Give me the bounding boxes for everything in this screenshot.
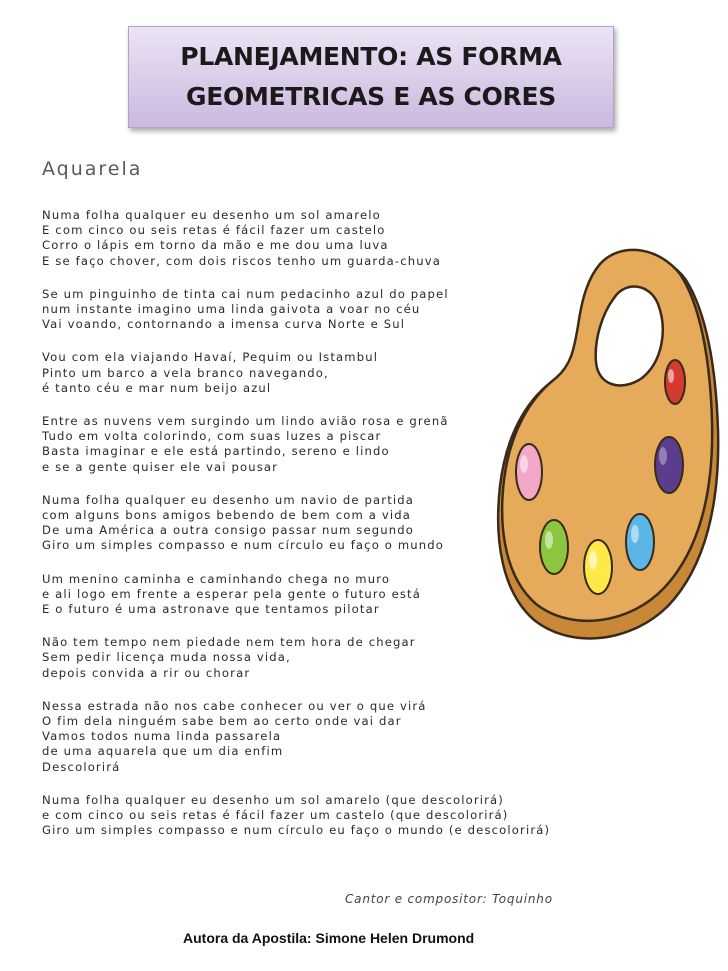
lyric-line: Numa folha qualquer eu desenho um navio de partida — [42, 492, 415, 507]
lyric-line: Numa folha qualquer eu desenho um sol amarelo (que descolorirá) — [42, 792, 504, 807]
lyric-line: Tudo em volta colorindo, com suas luzes a piscar — [42, 429, 382, 444]
lyric-line: de uma aquarela que um dia enfim — [42, 744, 284, 759]
song-title: Aquarela — [42, 158, 143, 180]
lyric-line: Numa folha qualquer eu desenho um sol amarelo — [42, 208, 381, 222]
lyric-line: e se a gente quiser ele vai pousar — [42, 459, 279, 474]
lyric-line: Giro um simples compasso e num círculo eu faço o mundo — [42, 538, 445, 553]
lyric-line: num instante imagino uma linda gaivota a voar no céu — [42, 302, 421, 317]
lyric-line: Pinto um barco a vela branco navegando, — [42, 365, 329, 380]
author-credit: Autora da Apostila: Simone Helen Drumond — [183, 930, 475, 946]
title-line-1: PLANEJAMENTO: AS FORMA — [180, 42, 562, 71]
lyric-line: E se faço chover, com dois riscos tenho um guarda-chuva — [42, 253, 442, 268]
lyric-line: Corro o lápis em torno da mão e me dou uma luva — [42, 238, 389, 253]
lyric-line: Descolorirá — [42, 759, 121, 774]
lyric-line: depois convida a rir ou chorar — [42, 665, 251, 680]
song-credit: Cantor e compositor: Toquinho — [345, 892, 553, 906]
purple-paint-icon — [655, 437, 683, 493]
stanza — [42, 699, 602, 775]
red-paint-icon — [665, 360, 685, 404]
paint-palette-icon — [492, 240, 724, 650]
yellow-paint-icon — [584, 540, 612, 594]
pink-paint-icon — [516, 444, 542, 500]
lyric-line: e com cinco ou seis retas é fácil fazer um castelo (que descolorirá) — [42, 808, 509, 823]
lyric-line: e ali logo em frente a esperar pela gente o futuro está — [42, 586, 422, 601]
lyric-line: E o futuro é uma astronave que tentamos pilotar — [42, 602, 380, 617]
lyric-line: Não tem tempo nem piedade nem tem hora de chegar — [42, 635, 416, 650]
blue-paint-icon — [626, 514, 654, 570]
title-line-2: GEOMETRICAS E AS CORES — [186, 82, 556, 111]
lyric-line: Entre as nuvens vem surgindo um lindo avião rosa e grenã — [42, 414, 449, 429]
lyric-line: Sem pedir licença muda nossa vida, — [42, 650, 291, 665]
lyric-line: Vai voando, contornando a imensa curva Norte e Sul — [42, 317, 406, 332]
lyric-line: O fim dela ninguém sabe bem ao certo onde vai dar — [42, 714, 402, 729]
green-paint-icon — [540, 520, 568, 574]
lyric-line: Se um pinguinho de tinta cai num pedacinho azul do papel — [42, 286, 449, 301]
title-box — [128, 26, 614, 128]
lyric-line: Vamos todos numa linda passarela — [42, 729, 282, 744]
lyric-line: é tanto céu e mar num beijo azul — [42, 380, 272, 395]
lyric-line: com alguns bons amigos bebendo de bem com a vida — [42, 508, 411, 523]
lyric-line: De uma América a outra consigo passar num segundo — [42, 523, 415, 538]
stanza — [42, 793, 602, 839]
lyric-line: Basta imaginar e ele está partindo, sereno e lindo — [42, 444, 390, 459]
lyric-line: E com cinco ou seis retas é fácil fazer um castelo — [42, 223, 386, 238]
lyric-line: Vou com ela viajando Havaí, Pequim ou Istambul — [42, 350, 379, 365]
lyric-line: Giro um simples compasso e num círculo eu faço o mundo (e descolorirá) — [42, 823, 551, 838]
lyric-line: Um menino caminha e caminhando chega no muro — [42, 571, 391, 586]
lyric-line: Nessa estrada não nos cabe conhecer ou ver o que virá — [42, 698, 427, 713]
